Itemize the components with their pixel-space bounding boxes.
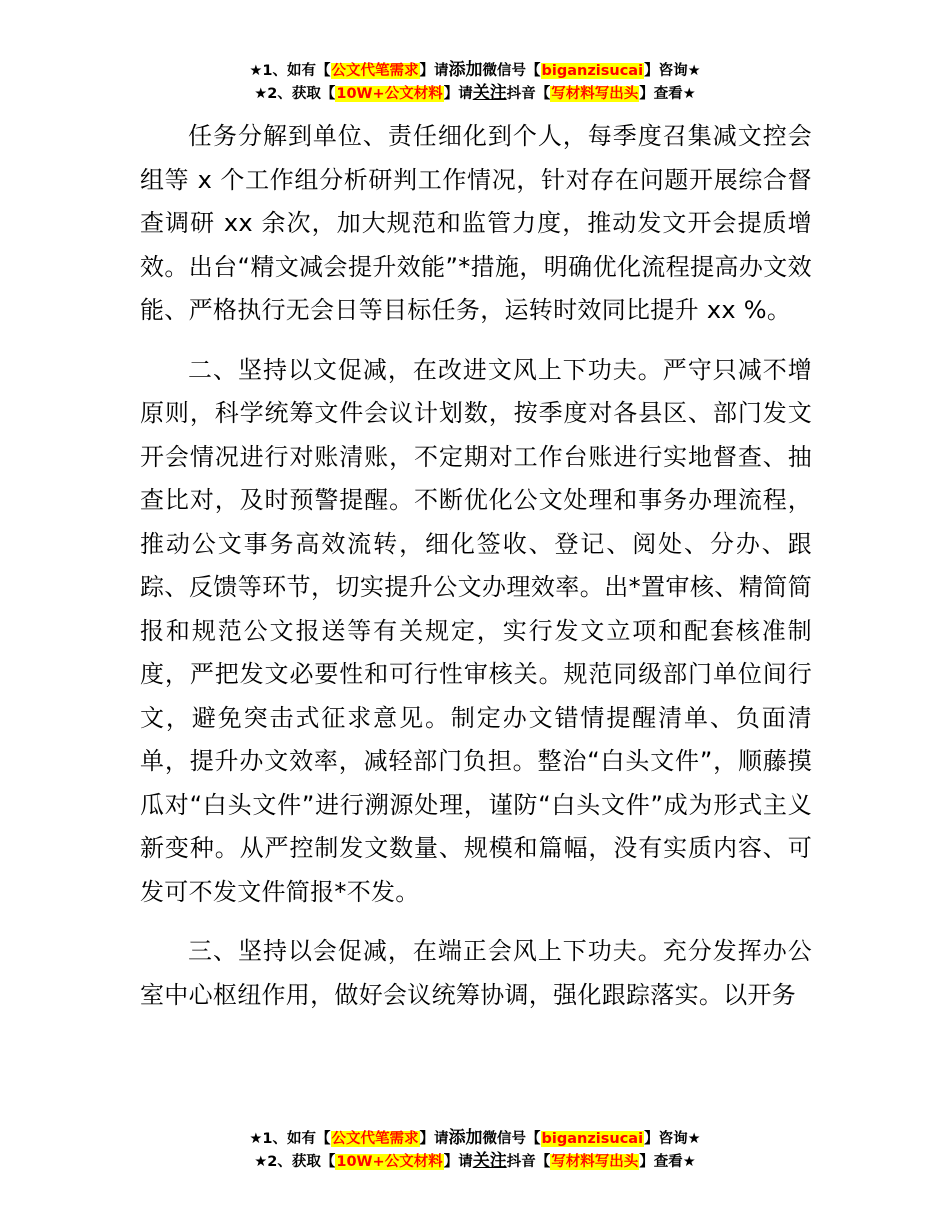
promo-line-2 [0, 1150, 950, 1173]
promo-text: 】请 [419, 63, 449, 79]
promo-text: 抖音【 [506, 1154, 551, 1170]
promo-text: ★2、获取【 [254, 1154, 336, 1170]
promo-emphasis: 关注 [472, 1151, 507, 1171]
promo-highlight: 写材料写出头 [551, 1154, 639, 1170]
promo-text: ★1、如有【 [249, 1131, 331, 1147]
promo-highlight: 公文代笔需求 [331, 63, 419, 79]
promo-text: 】查看★ [639, 1154, 696, 1170]
promo-text: ★1、如有【 [249, 63, 331, 79]
promo-emphasis: 添加 [448, 60, 483, 80]
promo-text: 】请 [419, 1131, 449, 1147]
promo-highlight: 写材料写出头 [551, 86, 639, 102]
promo-highlight: biganzisucai [541, 63, 644, 79]
promo-highlight: biganzisucai [541, 1131, 644, 1147]
promo-text: 】咨询★ [644, 1131, 701, 1147]
promo-emphasis: 关注 [472, 83, 507, 103]
promo-banner-top [0, 59, 950, 105]
promo-text: 】请 [443, 86, 473, 102]
promo-text: ★2、获取【 [254, 86, 336, 102]
promo-line-1 [0, 1127, 950, 1150]
promo-text: 】请 [443, 1154, 473, 1170]
paragraph: 任务分解到单位、责任细化到个人，每季度召集减文控会组等 x 个工作组分析研判工作情况，针对存在问题开展综合督查调研 xx 余次，加大规范和监管力度，推动发文开会提质增效。出台“精文减会提升效能”*措施，明确优化流程提高办文效能、严格执行无会日等目标任务，运转时效同比提升 xx %。 [140, 122, 812, 324]
promo-text: 微信号【 [482, 1131, 541, 1147]
promo-text: 抖音【 [506, 86, 551, 102]
promo-line-1 [0, 59, 950, 82]
paragraph: 三、坚持以会促减，在端正会风上下功夫。充分发挥办公室中心枢纽作用，做好会议统筹协调，强化跟踪落实。以开务 [140, 937, 812, 1009]
document-body [140, 115, 812, 1033]
promo-emphasis: 添加 [448, 1128, 483, 1148]
promo-banner-bottom [0, 1127, 950, 1173]
paragraph: 二、坚持以文促减，在改进文风上下功夫。严守只减不增原则，科学统筹文件会议计划数，按季度对各县区、部门发文开会情况进行对账清账，不定期对工作台账进行实地督查、抽查比对，及时预警提醒。不断优化公文处理和事务办理流程，推动公文事务高效流转，细化签收、登记、阅处、分办、跟踪、反馈等环节，切实提升公文办理效率。出*置审核、精简简报和规范公文报送等有关规定，实行发文立项和配套核准制度，严把发文必要性和可行性审核关。规范同级部门单位间行文，避免突击式征求意见。制定办文错情提醒清单、负面清单，提升办文效率，减轻部门负担。整治“白头文件”，顺藤摸瓜对“白头文件”进行溯源处理，谨防“白头文件”成为形式主义新变种。从严控制发文数量、规模和篇幅，没有实质内容、可发可不发文件简报*不发。 [140, 355, 812, 906]
promo-highlight: 10W+公文材料 [336, 1154, 443, 1170]
promo-text: 】咨询★ [644, 63, 701, 79]
promo-line-2 [0, 82, 950, 105]
promo-highlight: 公文代笔需求 [331, 1131, 419, 1147]
promo-highlight: 10W+公文材料 [336, 86, 443, 102]
promo-text: 微信号【 [482, 63, 541, 79]
promo-text: 】查看★ [639, 86, 696, 102]
